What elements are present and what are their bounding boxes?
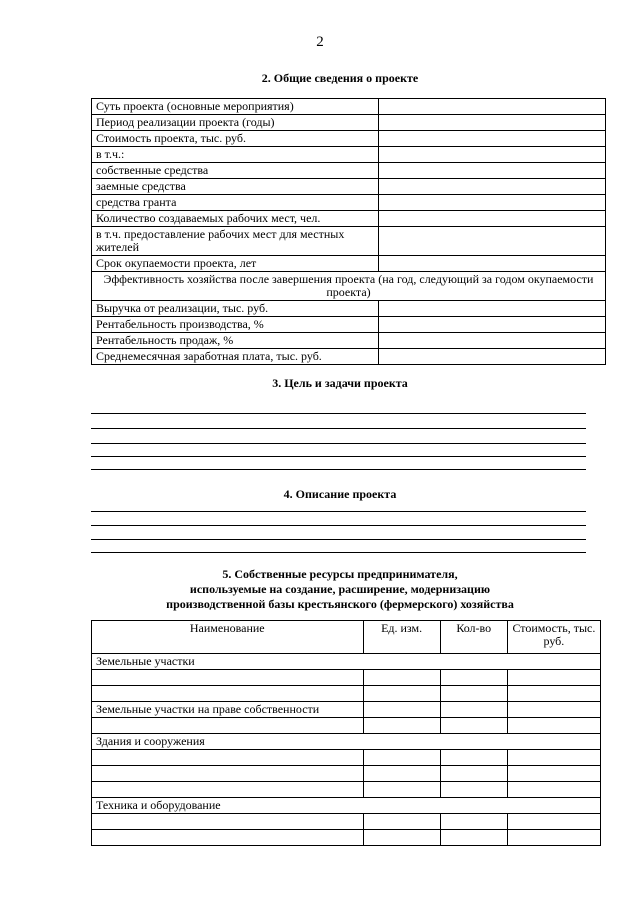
- table-row: [92, 211, 606, 227]
- table-row: [92, 195, 606, 211]
- cell[interactable]: [92, 782, 364, 798]
- row-label: в т.ч. предоставление рабочих мест для местных жителей: [92, 227, 379, 256]
- value-cell[interactable]: [379, 349, 606, 365]
- value-cell[interactable]: [379, 317, 606, 333]
- page-number: 2: [316, 34, 324, 50]
- cell[interactable]: [507, 830, 600, 846]
- cell[interactable]: [92, 750, 364, 766]
- row-label: в т.ч.:: [92, 147, 379, 163]
- section-5-title-line-3: производственной базы крестьянского (фермерского) хозяйства: [166, 597, 514, 611]
- cell[interactable]: [92, 814, 364, 830]
- table-row: [92, 227, 606, 256]
- header-name: Наименование: [92, 621, 364, 654]
- row-label: Период реализации проекта (годы): [92, 115, 379, 131]
- table-row: [92, 718, 601, 734]
- section-5-title-line-2: используемые на создание, расширение, модернизацию: [189, 582, 491, 596]
- cell[interactable]: [440, 702, 507, 718]
- table-row: [92, 814, 601, 830]
- row-label: Выручка от реализации, тыс. руб.: [92, 301, 379, 317]
- fill-line[interactable]: [91, 511, 586, 512]
- table-row: [92, 301, 606, 317]
- fill-line[interactable]: [91, 456, 586, 457]
- table-row: [92, 317, 606, 333]
- header-row: [92, 621, 601, 654]
- row-label: Количество создаваемых рабочих мест, чел.: [92, 211, 379, 227]
- header-unit: Ед. изм.: [363, 621, 440, 654]
- table-row: [92, 830, 601, 846]
- value-cell[interactable]: [379, 147, 606, 163]
- cell[interactable]: [507, 814, 600, 830]
- fill-line[interactable]: [91, 443, 586, 444]
- table-row: [92, 147, 606, 163]
- cell[interactable]: [507, 718, 600, 734]
- header-quantity: Кол-во: [440, 621, 507, 654]
- cell[interactable]: [363, 830, 440, 846]
- table-row: [92, 686, 601, 702]
- fill-line[interactable]: [91, 428, 586, 429]
- row-label: собственные средства: [92, 163, 379, 179]
- cell[interactable]: [92, 686, 364, 702]
- table-row: [92, 750, 601, 766]
- row-label: Срок окупаемости проекта, лет: [92, 256, 379, 272]
- cell[interactable]: [507, 702, 600, 718]
- fill-line[interactable]: [91, 469, 586, 470]
- group-label: Здания и сооружения: [92, 734, 601, 750]
- fill-line[interactable]: [91, 552, 586, 553]
- cell[interactable]: [363, 702, 440, 718]
- section-2-title: 2. Общие сведения о проекте: [261, 71, 419, 85]
- cell[interactable]: [507, 686, 600, 702]
- cell[interactable]: [507, 782, 600, 798]
- row-label: заемные средства: [92, 179, 379, 195]
- section-5-title-line-1: 5. Собственные ресурсы предпринимателя,: [222, 567, 458, 581]
- value-cell[interactable]: [379, 227, 606, 256]
- value-cell[interactable]: [379, 301, 606, 317]
- value-cell[interactable]: [379, 256, 606, 272]
- row-label: средства гранта: [92, 195, 379, 211]
- fill-line[interactable]: [91, 413, 586, 414]
- value-cell[interactable]: [379, 131, 606, 147]
- value-cell[interactable]: [379, 333, 606, 349]
- cell[interactable]: [363, 750, 440, 766]
- cell[interactable]: [440, 814, 507, 830]
- table-row: [92, 179, 606, 195]
- table-row: [92, 734, 601, 750]
- cell[interactable]: [440, 830, 507, 846]
- cell[interactable]: [363, 782, 440, 798]
- efficiency-header: Эффективность хозяйства после завершения проекта (на год, следующий за годом окупаемости проекта): [92, 272, 606, 301]
- value-cell[interactable]: [379, 211, 606, 227]
- cell[interactable]: [363, 686, 440, 702]
- cell[interactable]: [363, 814, 440, 830]
- table-row: [92, 349, 606, 365]
- cell[interactable]: [507, 670, 600, 686]
- cell[interactable]: [507, 766, 600, 782]
- table-row: [92, 702, 601, 718]
- resources-table: [91, 620, 601, 846]
- cell[interactable]: [92, 830, 364, 846]
- fill-line[interactable]: [91, 525, 586, 526]
- value-cell[interactable]: [379, 179, 606, 195]
- cell[interactable]: [92, 766, 364, 782]
- cell[interactable]: [507, 750, 600, 766]
- row-label: Рентабельность производства, %: [92, 317, 379, 333]
- value-cell[interactable]: [379, 115, 606, 131]
- cell[interactable]: [440, 670, 507, 686]
- table-row: [92, 798, 601, 814]
- table-row: [92, 99, 606, 115]
- cell[interactable]: [440, 750, 507, 766]
- table-row: [92, 782, 601, 798]
- group-label: Земельные участки на праве собственности: [92, 702, 364, 718]
- cell[interactable]: [440, 782, 507, 798]
- section-4-title: 4. Описание проекта: [283, 487, 397, 501]
- table-row: [92, 333, 606, 349]
- table-row: [92, 163, 606, 179]
- table-row: [92, 272, 606, 301]
- cell[interactable]: [363, 766, 440, 782]
- cell[interactable]: [92, 670, 364, 686]
- section-3-title: 3. Цель и задачи проекта: [272, 376, 408, 390]
- cell[interactable]: [92, 718, 364, 734]
- fill-line[interactable]: [91, 539, 586, 540]
- table-row: [92, 766, 601, 782]
- table-row: [92, 256, 606, 272]
- table-row: [92, 654, 601, 670]
- row-label: Рентабельность продаж, %: [92, 333, 379, 349]
- table-row: [92, 115, 606, 131]
- cell[interactable]: [440, 686, 507, 702]
- cell[interactable]: [440, 766, 507, 782]
- cell[interactable]: [363, 670, 440, 686]
- row-label: Среднемесячная заработная плата, тыс. руб.: [92, 349, 379, 365]
- value-cell[interactable]: [379, 163, 606, 179]
- group-label: Техника и оборудование: [92, 798, 601, 814]
- cell[interactable]: [363, 718, 440, 734]
- table-row: [92, 131, 606, 147]
- value-cell[interactable]: [379, 99, 606, 115]
- row-label: Стоимость проекта, тыс. руб.: [92, 131, 379, 147]
- table-row: [92, 670, 601, 686]
- general-info-table: [91, 98, 606, 365]
- value-cell[interactable]: [379, 195, 606, 211]
- header-cost: Стоимость, тыс. руб.: [507, 621, 600, 654]
- cell[interactable]: [440, 718, 507, 734]
- group-label: Земельные участки: [92, 654, 601, 670]
- row-label: Суть проекта (основные мероприятия): [92, 99, 379, 115]
